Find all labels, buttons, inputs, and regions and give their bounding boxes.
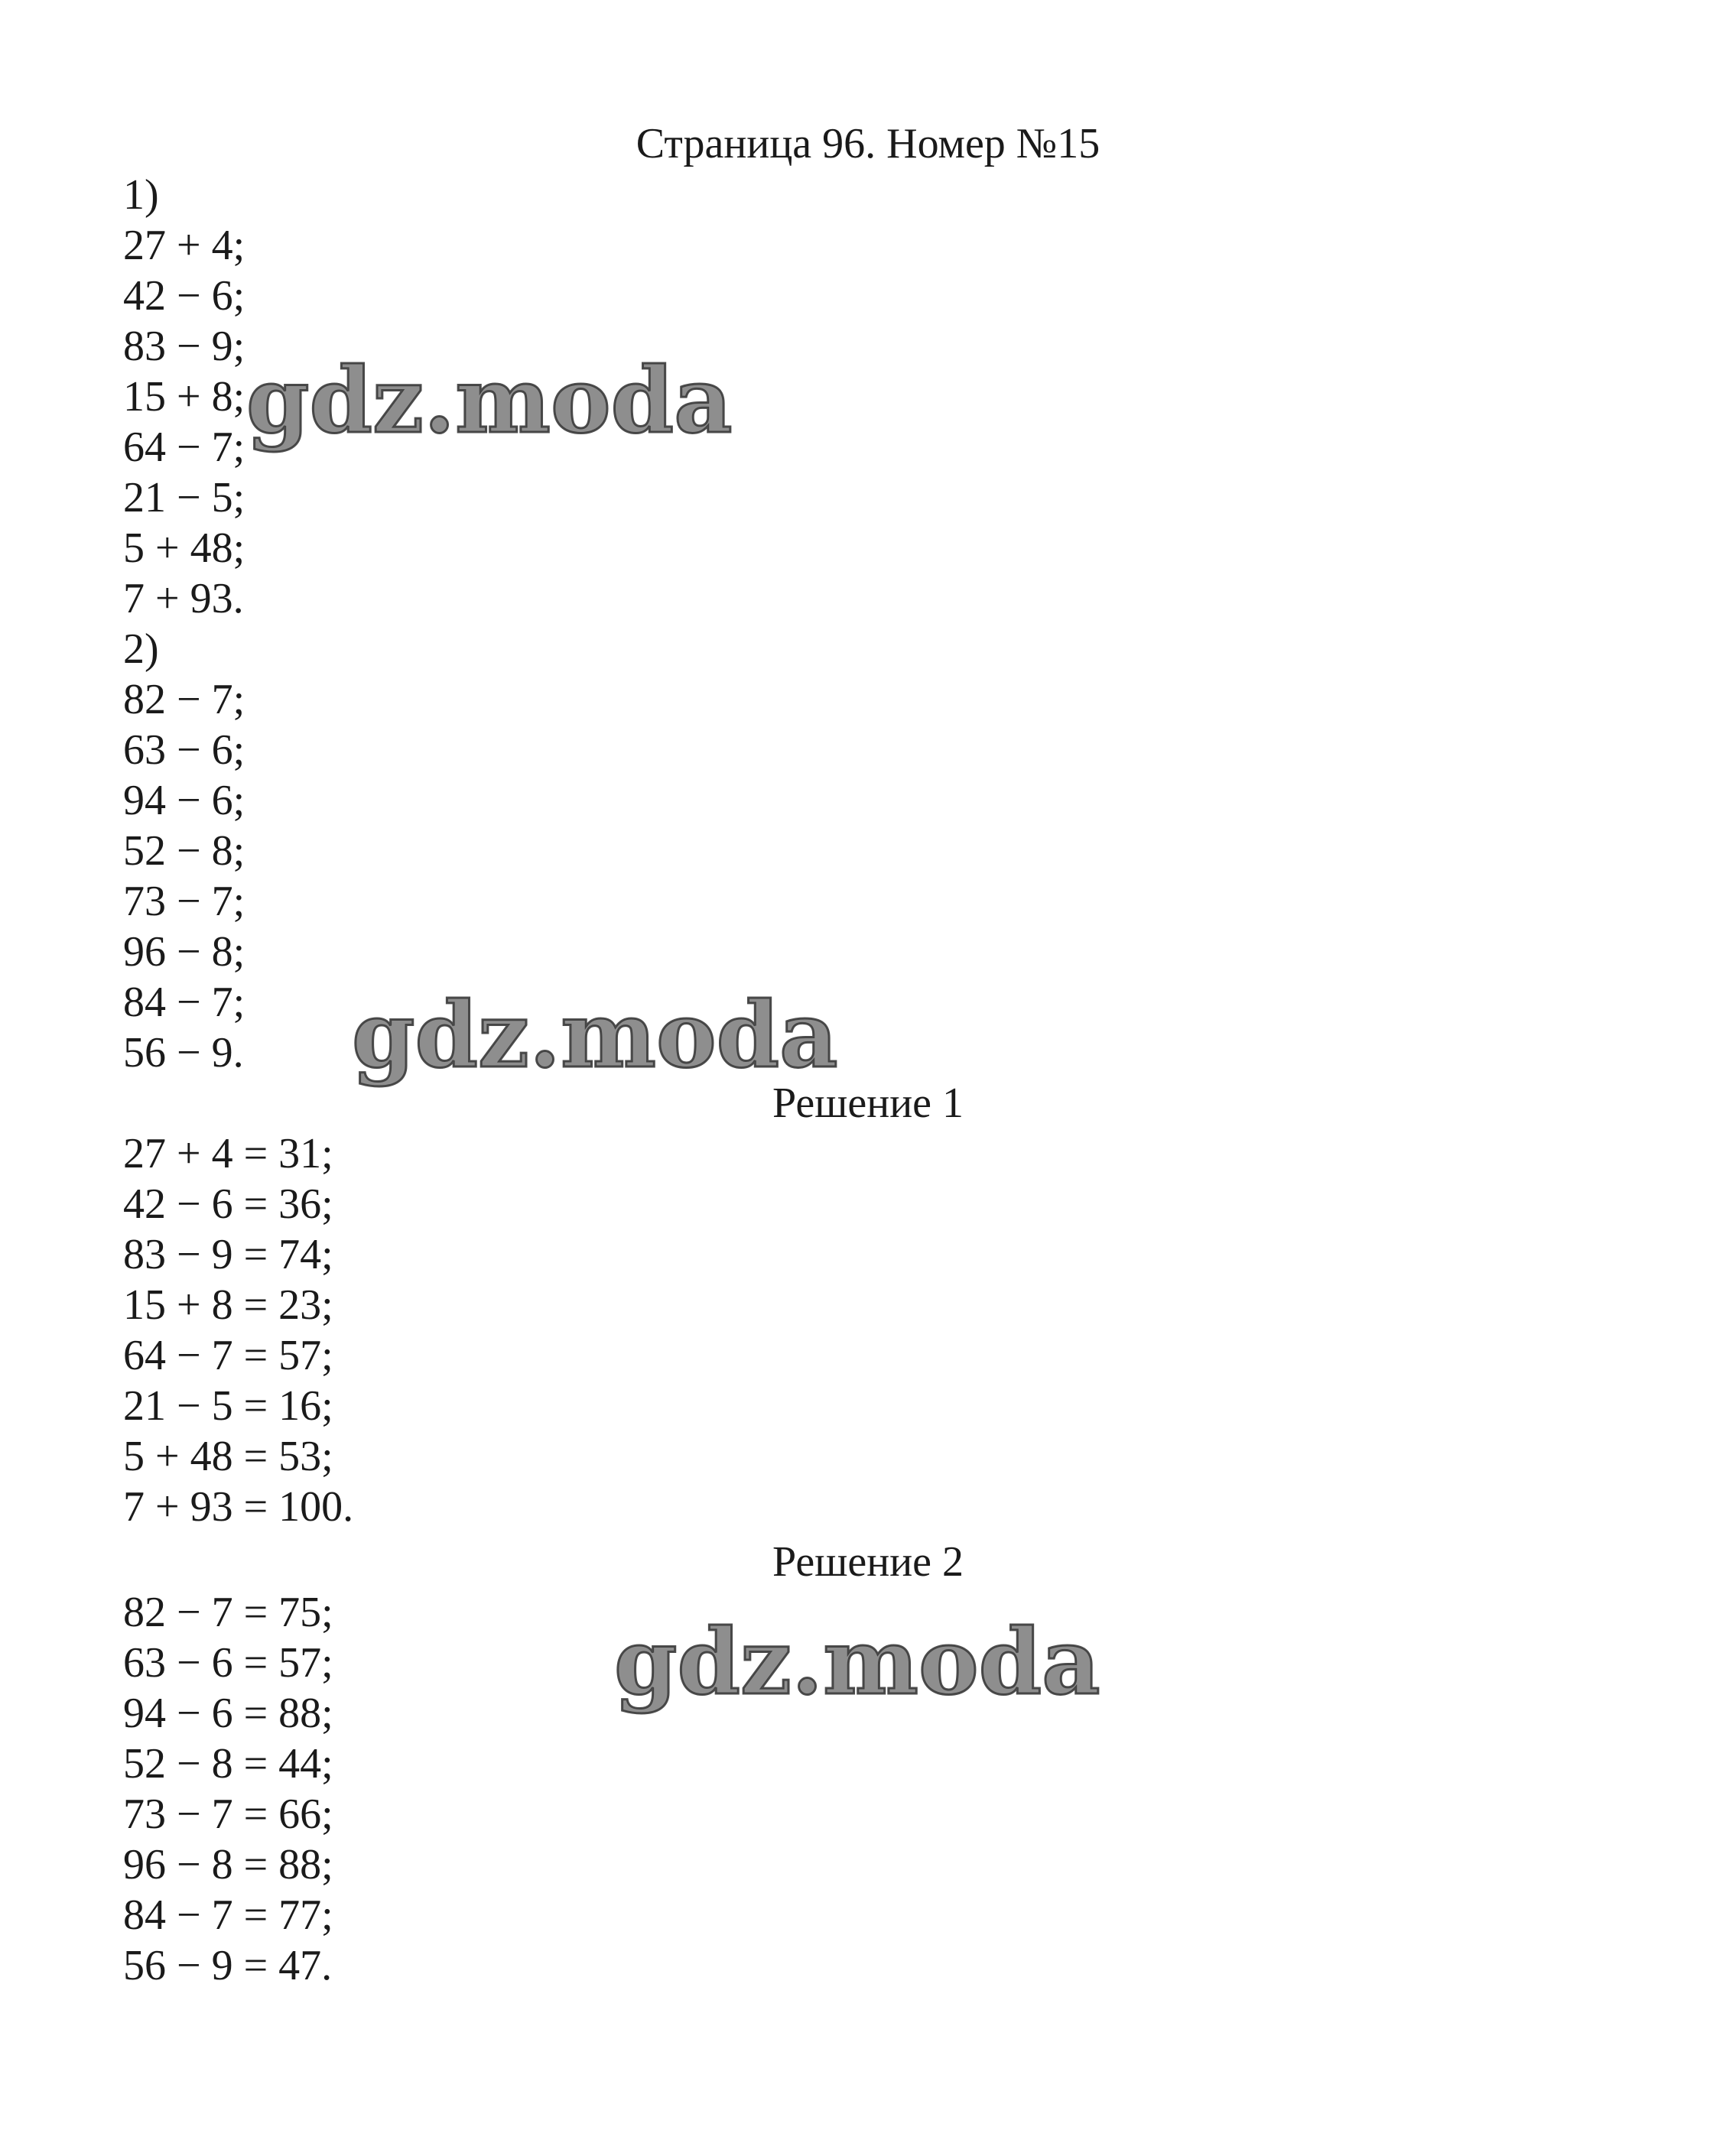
- solution-1-item: 27 + 4 = 31;: [123, 1130, 333, 1177]
- section-2-item: 56 − 9.: [123, 1029, 244, 1076]
- solution-2-item: 94 − 6 = 88;: [123, 1690, 333, 1737]
- section-2-item: 84 − 7;: [123, 979, 245, 1026]
- section-2-item: 63 − 6;: [123, 726, 245, 774]
- solution-1-item: 7 + 93 = 100.: [123, 1483, 354, 1531]
- section-2-item: 52 − 8;: [123, 827, 245, 875]
- solution-2-item: 96 − 8 = 88;: [123, 1841, 333, 1888]
- solution-2-heading: Решение 2: [772, 1538, 964, 1586]
- section-2-item: 73 − 7;: [123, 878, 245, 925]
- section-1-item: 5 + 48;: [123, 524, 245, 572]
- watermark-logo: [614, 1609, 1104, 1716]
- solution-2-item: 84 − 7 = 77;: [123, 1891, 333, 1939]
- section-1-item: 21 − 5;: [123, 474, 245, 521]
- solution-1-item: 83 − 9 = 74;: [123, 1231, 333, 1278]
- solution-1-item: 64 − 7 = 57;: [123, 1332, 333, 1379]
- section-1-item: 15 + 8;: [123, 373, 245, 420]
- section-1-item: 64 − 7;: [123, 424, 245, 471]
- watermark-text: gdz.moda: [246, 347, 733, 453]
- watermark-text: gdz.moda: [352, 982, 838, 1088]
- solution-1-item: 42 − 6 = 36;: [123, 1180, 333, 1228]
- section-2-item: 96 − 8;: [123, 928, 245, 976]
- solution-1-heading: Решение 1: [772, 1080, 964, 1127]
- page-title: Страница 96. Номер №15: [636, 120, 1100, 167]
- solution-2-item: 56 − 9 = 47.: [123, 1942, 333, 1989]
- section-1-item: 27 + 4;: [123, 222, 245, 269]
- solution-1-item: 15 + 8 = 23;: [123, 1281, 333, 1329]
- section-1-label: 1): [123, 171, 159, 219]
- solution-1-item: 5 + 48 = 53;: [123, 1433, 333, 1480]
- watermark-text: gdz.moda: [614, 1609, 1100, 1715]
- solution-2-item: 82 − 7 = 75;: [123, 1589, 333, 1636]
- section-2-item: 94 − 6;: [123, 777, 245, 824]
- solution-2-item: 63 − 6 = 57;: [123, 1639, 333, 1687]
- section-1-item: 7 + 93.: [123, 575, 244, 622]
- watermark-logo: [246, 348, 736, 455]
- solution-1-item: 21 − 5 = 16;: [123, 1382, 333, 1430]
- solution-2-item: 73 − 7 = 66;: [123, 1791, 333, 1838]
- section-2-item: 82 − 7;: [123, 676, 245, 723]
- watermark-logo: [352, 982, 841, 1089]
- section-1-item: 83 − 9;: [123, 323, 245, 370]
- solution-2-item: 52 − 8 = 44;: [123, 1740, 333, 1787]
- section-1-item: 42 − 6;: [123, 272, 245, 320]
- section-2-label: 2): [123, 625, 159, 673]
